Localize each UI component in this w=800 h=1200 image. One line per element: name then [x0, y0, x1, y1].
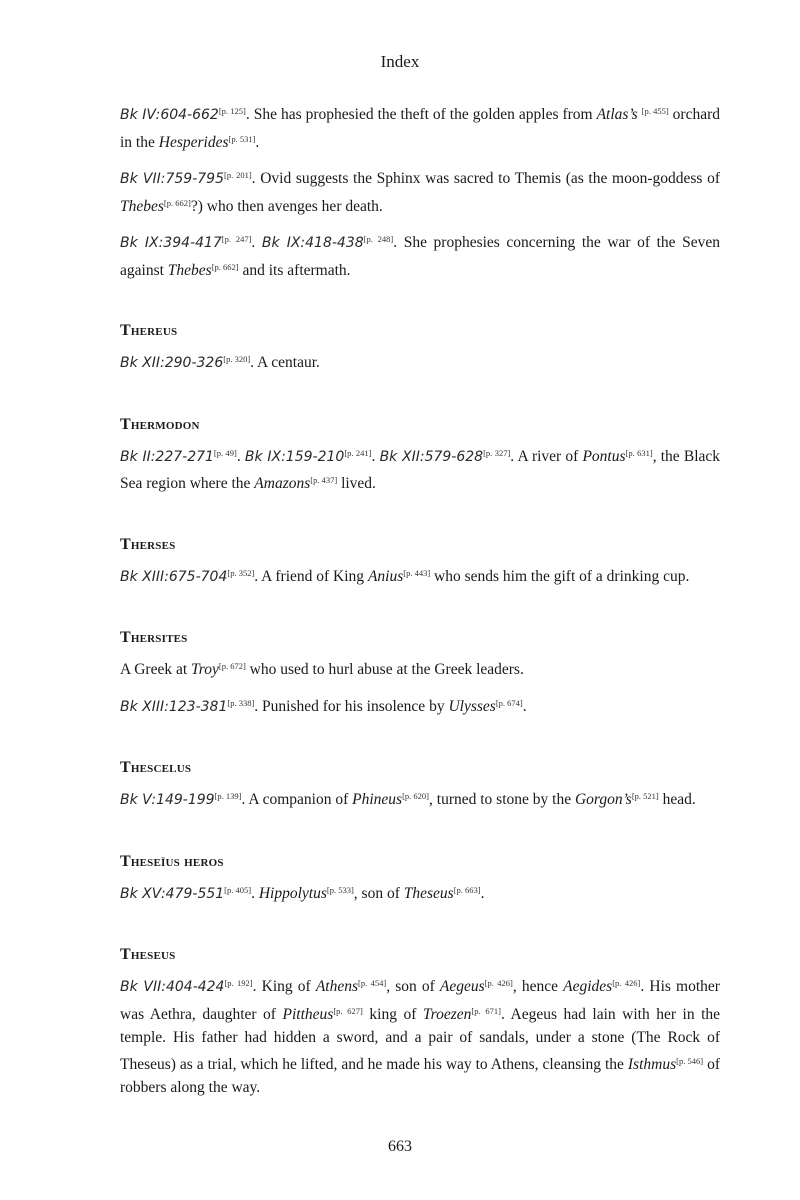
- entry-text: .: [251, 884, 259, 902]
- page-reference-link[interactable]: [p. 352]: [227, 567, 255, 578]
- entry-paragraph: [120, 655, 720, 682]
- entry-text: . Aegeus had lain with her in the temple. His father had hidden a sword, and a pair of sandals, under a stone (The Rock of Theseus) as a trial, which he lifted, and he made his way to Athens, cleansing the: [120, 1005, 721, 1073]
- book-reference-link[interactable]: Bk IX:394-417: [120, 235, 222, 251]
- page-reference-link[interactable]: [p. 338]: [227, 697, 255, 708]
- entry-text: . King of: [252, 978, 316, 995]
- running-title: Index: [380, 52, 420, 71]
- entry-text: king of: [362, 1005, 423, 1023]
- cross-reference-name: Hesperides: [158, 133, 229, 151]
- cross-reference-name: Atlas’s: [596, 106, 638, 123]
- cross-reference-name: Troezen: [422, 1005, 472, 1023]
- index-entry: [120, 322, 720, 376]
- page-reference-link[interactable]: [p. 139]: [214, 791, 242, 801]
- page-reference-link[interactable]: [p. 521]: [631, 791, 659, 801]
- entry-text: and its aftermath.: [238, 261, 351, 279]
- entry-text: .: [371, 447, 380, 465]
- page-reference-link[interactable]: [p. 671]: [471, 1005, 501, 1016]
- entry-text: .: [255, 133, 260, 151]
- entry-paragraph: [120, 562, 720, 590]
- entry-text: , the Black Sea region where the: [120, 447, 721, 492]
- page-reference-link[interactable]: [p. 531]: [228, 133, 256, 144]
- page-reference-link[interactable]: [p. 620]: [402, 791, 430, 801]
- page-reference-link[interactable]: [p. 454]: [358, 978, 387, 988]
- entry-paragraph: [120, 879, 720, 907]
- entry-text: . A centaur.: [250, 354, 320, 371]
- entry-paragraph: [120, 785, 720, 813]
- entry-text: head.: [658, 791, 696, 808]
- page-reference-link[interactable]: [p. 192]: [224, 978, 253, 988]
- entry-text: , turned to stone by the: [429, 791, 575, 808]
- page-reference-link[interactable]: [p. 405]: [224, 884, 252, 895]
- cross-reference-name: Troy: [191, 661, 219, 678]
- cross-reference-name: Athens: [315, 978, 359, 995]
- cross-reference-name: Gorgon’s: [574, 791, 632, 808]
- book-reference-link[interactable]: Bk V:149-199: [120, 792, 215, 808]
- entry-text: . She prophesies concerning the war of the Seven against: [120, 234, 721, 279]
- book-reference-link[interactable]: Bk IX:418-438: [261, 235, 364, 251]
- entry-paragraph: [120, 228, 720, 282]
- book-reference-link[interactable]: Bk VII:759-795: [120, 171, 224, 187]
- entry-headword: Thescelus: [120, 759, 192, 776]
- cross-reference-name: Ulysses: [448, 697, 496, 715]
- cross-reference-name: Thebes: [120, 197, 164, 215]
- page-reference-link[interactable]: [p. 546]: [676, 1055, 704, 1066]
- entry-headword: Thersites: [120, 629, 188, 646]
- page-reference-link[interactable]: [p. 674]: [495, 697, 523, 708]
- entry-headword: Theseïus heros: [120, 852, 224, 870]
- entry-headword: Thereus: [120, 322, 178, 339]
- book-reference-link[interactable]: Bk XIII:675-704: [120, 568, 228, 585]
- page-reference-link[interactable]: [p. 247]: [221, 234, 252, 244]
- entry-text: .: [236, 447, 245, 465]
- index-entry: [120, 416, 720, 496]
- index-entry: [120, 946, 720, 1100]
- entry-text: . His mother was Aethra, daughter of: [120, 978, 720, 1023]
- page-reference-link[interactable]: [p. 662]: [163, 197, 191, 208]
- page-reference-link[interactable]: [p. 320]: [223, 354, 251, 364]
- entry-text: . A friend of King: [254, 567, 368, 585]
- page-reference-link[interactable]: [p. 49]: [213, 447, 237, 458]
- entry-paragraph: [120, 692, 720, 720]
- page-reference-link[interactable]: [p. 533]: [326, 884, 354, 895]
- index-content: [120, 100, 720, 1140]
- cross-reference-name: Aegeus: [439, 978, 485, 995]
- entry-text: who sends him the gift of a drinking cup.: [430, 567, 690, 585]
- entry-text: . Ovid suggests the Sphinx was sacred to Themis (as the moon-goddess of: [251, 170, 720, 187]
- cross-reference-name: Anius: [367, 567, 404, 585]
- page-number: 663: [388, 1138, 412, 1155]
- cross-reference-name: Pontus: [582, 447, 626, 465]
- index-entry: [120, 759, 720, 813]
- entry-headword: Theseus: [120, 946, 176, 963]
- page-reference-link[interactable]: [p. 437]: [310, 475, 338, 485]
- entry-text: . A companion of: [241, 791, 353, 808]
- page-header: [0, 52, 800, 72]
- page-reference-link[interactable]: [p. 426]: [484, 978, 513, 988]
- cross-reference-name: Phineus: [352, 791, 403, 808]
- book-reference-link[interactable]: Bk XV:479-551: [120, 885, 225, 902]
- entry-text: . Punished for his insolence by: [254, 697, 449, 715]
- index-entry: [120, 629, 720, 719]
- entry-text: .: [480, 884, 485, 902]
- entry-headword: Thermodon: [120, 415, 200, 433]
- book-reference-link[interactable]: Bk II:227-271: [120, 448, 214, 465]
- entry-text: .: [522, 697, 527, 715]
- entry-paragraph: [120, 348, 720, 376]
- entry-text: A Greek at: [120, 661, 192, 678]
- page-reference-link[interactable]: [p. 125]: [218, 106, 246, 116]
- entry-text: ?) who then avenges her death.: [190, 197, 383, 215]
- cross-reference-name: Amazons: [254, 475, 311, 492]
- page-reference-link[interactable]: [p. 627]: [333, 1005, 363, 1016]
- entry-text: who used to hurl abuse at the Greek leaders.: [245, 661, 524, 678]
- cross-reference-name: Pittheus: [282, 1005, 334, 1023]
- index-entry: [120, 853, 720, 907]
- cross-reference-name: Theseus: [403, 884, 454, 902]
- entry-paragraph: [120, 442, 720, 496]
- page-reference-link[interactable]: [p. 672]: [218, 661, 246, 671]
- entry-text: orchard in the: [120, 106, 720, 151]
- cross-reference-name: Thebes: [167, 261, 212, 279]
- entry-paragraph: [120, 164, 720, 218]
- book-reference-link[interactable]: Bk XII:290-326: [120, 355, 224, 371]
- entry-text: of robbers along the way.: [120, 1055, 720, 1096]
- book-reference-link[interactable]: Bk IV:604-662: [120, 107, 219, 123]
- entry-paragraph: [120, 972, 720, 1100]
- page-reference-link[interactable]: [p. 201]: [223, 170, 252, 180]
- page-reference-link[interactable]: [p. 426]: [612, 978, 641, 988]
- page-reference-link[interactable]: [p. 443]: [403, 567, 431, 578]
- entry-headword: Therses: [120, 535, 176, 553]
- entry-text: , son of: [386, 978, 440, 995]
- cross-reference-name: Isthmus: [627, 1055, 677, 1073]
- entry-text: . A river of: [510, 447, 583, 465]
- page-reference-link[interactable]: [p. 241]: [344, 447, 372, 458]
- page-reference-link[interactable]: [p. 662]: [211, 261, 239, 272]
- page-reference-link[interactable]: [p. 631]: [625, 447, 653, 458]
- cross-reference-name: Hippolytus: [258, 884, 327, 902]
- entry-text: , hence: [512, 978, 564, 995]
- book-reference-link[interactable]: Bk VII:404-424: [120, 979, 225, 995]
- page-reference-link[interactable]: [p. 663]: [453, 884, 481, 895]
- entry-paragraph: [120, 100, 720, 154]
- index-entry: [120, 536, 720, 590]
- page-reference-link[interactable]: [p. 455]: [641, 106, 669, 116]
- cross-reference-name: Aegides: [563, 978, 613, 995]
- book-reference-link[interactable]: Bk XIII:123-381: [120, 698, 228, 715]
- page-reference-link[interactable]: [p. 248]: [363, 234, 394, 244]
- book-reference-link[interactable]: Bk IX:159-210: [244, 448, 345, 465]
- entry-text: .: [251, 234, 262, 251]
- page-reference-link[interactable]: [p. 327]: [483, 447, 511, 458]
- entry-text: . She has prophesied the theft of the golden apples from: [245, 106, 597, 123]
- entry-text: lived.: [337, 475, 376, 492]
- index-entry: [120, 100, 720, 282]
- entry-text: , son of: [353, 884, 404, 902]
- book-reference-link[interactable]: Bk XII:579-628: [379, 448, 484, 465]
